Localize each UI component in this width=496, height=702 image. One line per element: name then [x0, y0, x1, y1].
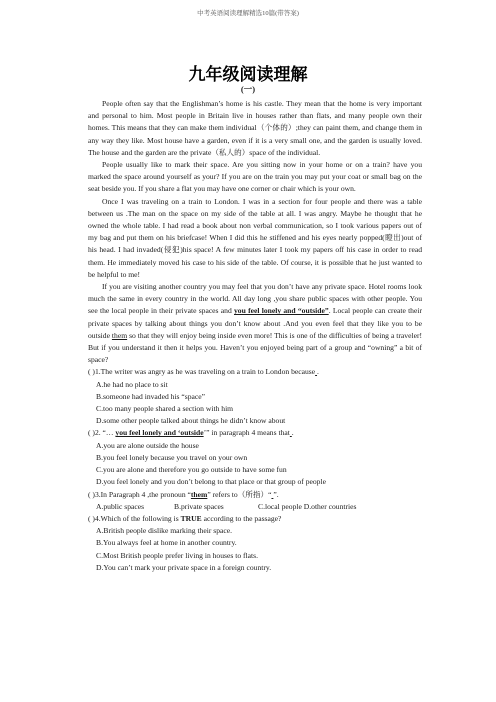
question-2-option-d: D.you feel lonely and you don’t belong to that place or that group of people [96, 477, 326, 487]
paragraph-4-part-a: If you are visiting another country you may feel that you don’t have any private space. Hotel rooms look much the same in every country in the world. All day long ,you share public spaces with other people. You see the local people in their private spaces and [88, 282, 422, 316]
question-1-end: . [317, 367, 319, 377]
paragraph-4-them: them [111, 330, 128, 340]
question-2-end: . [291, 428, 294, 438]
question-2-quote: you feel lonely and ‘outside [115, 428, 204, 438]
paragraph-1: People often say that the Englishman’s home is his castle. They mean that the home is very important and personal to him. Most people in Britain live in houses rather than flats, and many people own their homes. This means that they can make them individual（个体的）;they can paint them, and change them in any way they like. Most house have a garden, even if it is a very small one, and the garden is usually loved. The house and the garden are the private（私人的）space of the individual. [88, 99, 422, 157]
question-4-stem-c: according to the passage? [201, 513, 282, 523]
paragraph-4-highlight: you feel lonely and “outside” [234, 306, 329, 316]
question-1-option-d: D.some other people talked about things he didn’t know about [96, 416, 286, 426]
section-number: (一) [240, 84, 256, 94]
question-2-option-b: B.you feel lonely because you travel on your own [96, 452, 248, 462]
reading-passage [88, 98, 422, 574]
question-4-option-c: C.Most British people prefer living in houses to flats. [96, 550, 258, 560]
paragraph-4 [88, 281, 422, 366]
page-title: 九年级阅读理解 [188, 65, 308, 85]
question-3-option-a: A.public spaces [96, 501, 145, 511]
question-1-option-c: C.too many people shared a section with him [96, 404, 234, 414]
question-2-stem-c: ’” in paragraph 4 means that [203, 428, 290, 438]
question-4-true: TRUE [180, 513, 202, 523]
question-1-option-a: A.he had no place to sit [96, 379, 168, 389]
paragraph-3: Once I was traveling on a train to London. I was in a section for four people and there was a table between us .The man on the space on my side of the table at all. I was angry. Maybe he thought that he owned the whole table. I had read a book about non verbal communication, so I took various papers out of my bag and put them on his briefcase! When I did this he stiffened and his eyes nearly popped(瞪出)out of his head. I had invaded(侵犯)his space! A few minutes later I took my papers off his case in order to read them. He immediately moved his case to his side of the table. Of course, it is possible that he just wanted to be helpful to me! [88, 196, 422, 279]
question-1-option-b: B.someone had invaded his “space” [96, 391, 206, 401]
question-3-option-b: B.private spaces [174, 501, 224, 511]
question-3-pronoun: them [190, 489, 208, 499]
question-3-stem-c: ” refers to（所指）“ [207, 489, 272, 499]
paragraph-2: People usually like to mark their space. Are you sitting now in your home or on a train? have you marked the space around yourself as your? If you are on the train you may put your coat or small bag on the seat beside you. If you share a flat you may have one corner or chair which is your own. [88, 160, 422, 194]
question-2-option-a: A.you are alone outside the house [96, 440, 199, 450]
question-1 [88, 366, 422, 378]
question-3-end: ”. [273, 489, 279, 499]
question-4-option-b: B.You always feel at home in another country. [96, 538, 237, 548]
question-4-stem-a: ( )4.Which of the following is [88, 513, 181, 523]
question-3-options [88, 501, 422, 513]
question-2-option-c: C.you are alone and therefore you go outside to have some fun [96, 465, 287, 475]
question-4-option-d: D.You can’t mark your private space in a foreign country. [96, 562, 272, 572]
question-3-stem-a: ( )3.In Paragraph 4 ,the pronoun “ [88, 489, 191, 499]
paragraph-4-part-c: . Local people can create their private spaces by talking about things you don’t know about .And you even feel that they like you to be outside [88, 306, 422, 340]
question-2-stem-a: ( )2. “… [88, 428, 116, 438]
question-2 [88, 427, 422, 439]
paragraph-4-part-e: so that they will enjoy being inside even more! This is one of the difficulties of being a traveler! But if you understand it then it helps you. Haven’t you enjoyed being part of a group and “owning” a bit of space? [88, 330, 422, 365]
question-3 [88, 489, 422, 501]
question-4 [88, 513, 422, 525]
page-header: 中考英语阅读理解精选10篇(带答案) [197, 10, 299, 17]
question-4-option-a: A.British people dislike marking their space. [96, 526, 233, 536]
question-1-stem: ( )1.The writer was angry as he was traveling on a train to London because [88, 367, 316, 377]
question-3-option-cd: C.local people D.other countries [258, 501, 357, 511]
